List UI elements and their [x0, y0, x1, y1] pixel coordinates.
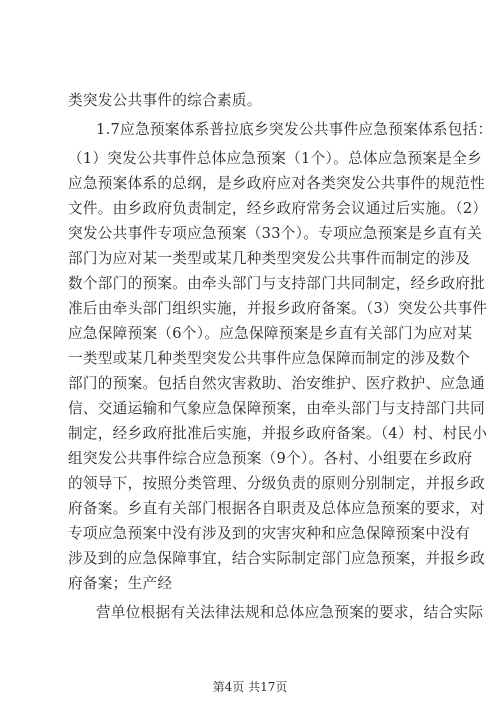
- text-line-11: 一类型或某几种类型突发公共事件应急保障而制定的涉及数个: [68, 350, 471, 367]
- text-line-4: 应急预案体系的总纲，是乡政府应对各类突发公共事件的规范性: [68, 175, 486, 192]
- text-line-7: 部门为应对某一类型或某几种类型突发公共事件而制定的涉及: [68, 250, 471, 267]
- text-line-20: 府备案；生产经: [68, 575, 173, 592]
- text-line-16: 的领导下，按照分类管理、分级负责的原则分别制定，并报乡政: [68, 475, 486, 492]
- text-line-13: 信、交通运输和气象应急保障预案，由牵头部门与支持部门共同: [68, 400, 486, 417]
- text-line-19: 涉及到的应急保障事宜，结合实际制定部门应急预案，并报乡政: [68, 550, 486, 567]
- text-line-14: 制定，经乡政府批准后实施，并报乡政府备案。（4）村、村民小: [68, 425, 488, 442]
- text-line-15: 组突发公共事件综合应急预案（9个）。各村、小组要在乡政府: [68, 450, 473, 467]
- text-line-3: （1）突发公共事件总体应急预案（1个）。总体应急预案是全乡: [68, 150, 483, 167]
- text-line-9: 准后由牵头部门组织实施，并报乡政府备案。（3）突发公共事件: [68, 300, 488, 317]
- text-line-12: 部门的预案。包括自然灾害救助、治安维护、医疗救护、应急通: [68, 375, 486, 392]
- text-line-2: 1.7应急预案体系普拉底乡突发公共事件应急预案体系包括：: [96, 121, 493, 138]
- text-line-1: 类突发公共事件的综合素质。: [68, 92, 262, 109]
- text-line-6: 突发公共事件专项应急预案（33个）。专项应急预案是乡直有关: [68, 225, 483, 242]
- text-line-10: 应急保障预案（6个）。应急保障预案是乡直有关部门为应对某: [68, 325, 473, 342]
- text-line-21: 营单位根据有关法律法规和总体应急预案的要求，结合实际: [96, 604, 484, 621]
- text-line-8: 数个部门的预案。由牵头部门与支持部门共同制定，经乡政府批: [68, 275, 486, 292]
- text-line-17: 府备案。乡直有关部门根据各自职责及总体应急预案的要求，对: [68, 500, 486, 517]
- page-number-footer: 第4页 共17页: [212, 680, 288, 694]
- text-line-5: 文件。由乡政府负责制定，经乡政府常务会议通过后实施。（2）: [68, 200, 488, 217]
- text-line-18: 专项应急预案中没有涉及到的灾害灾种和应急保障预案中没有: [68, 525, 471, 542]
